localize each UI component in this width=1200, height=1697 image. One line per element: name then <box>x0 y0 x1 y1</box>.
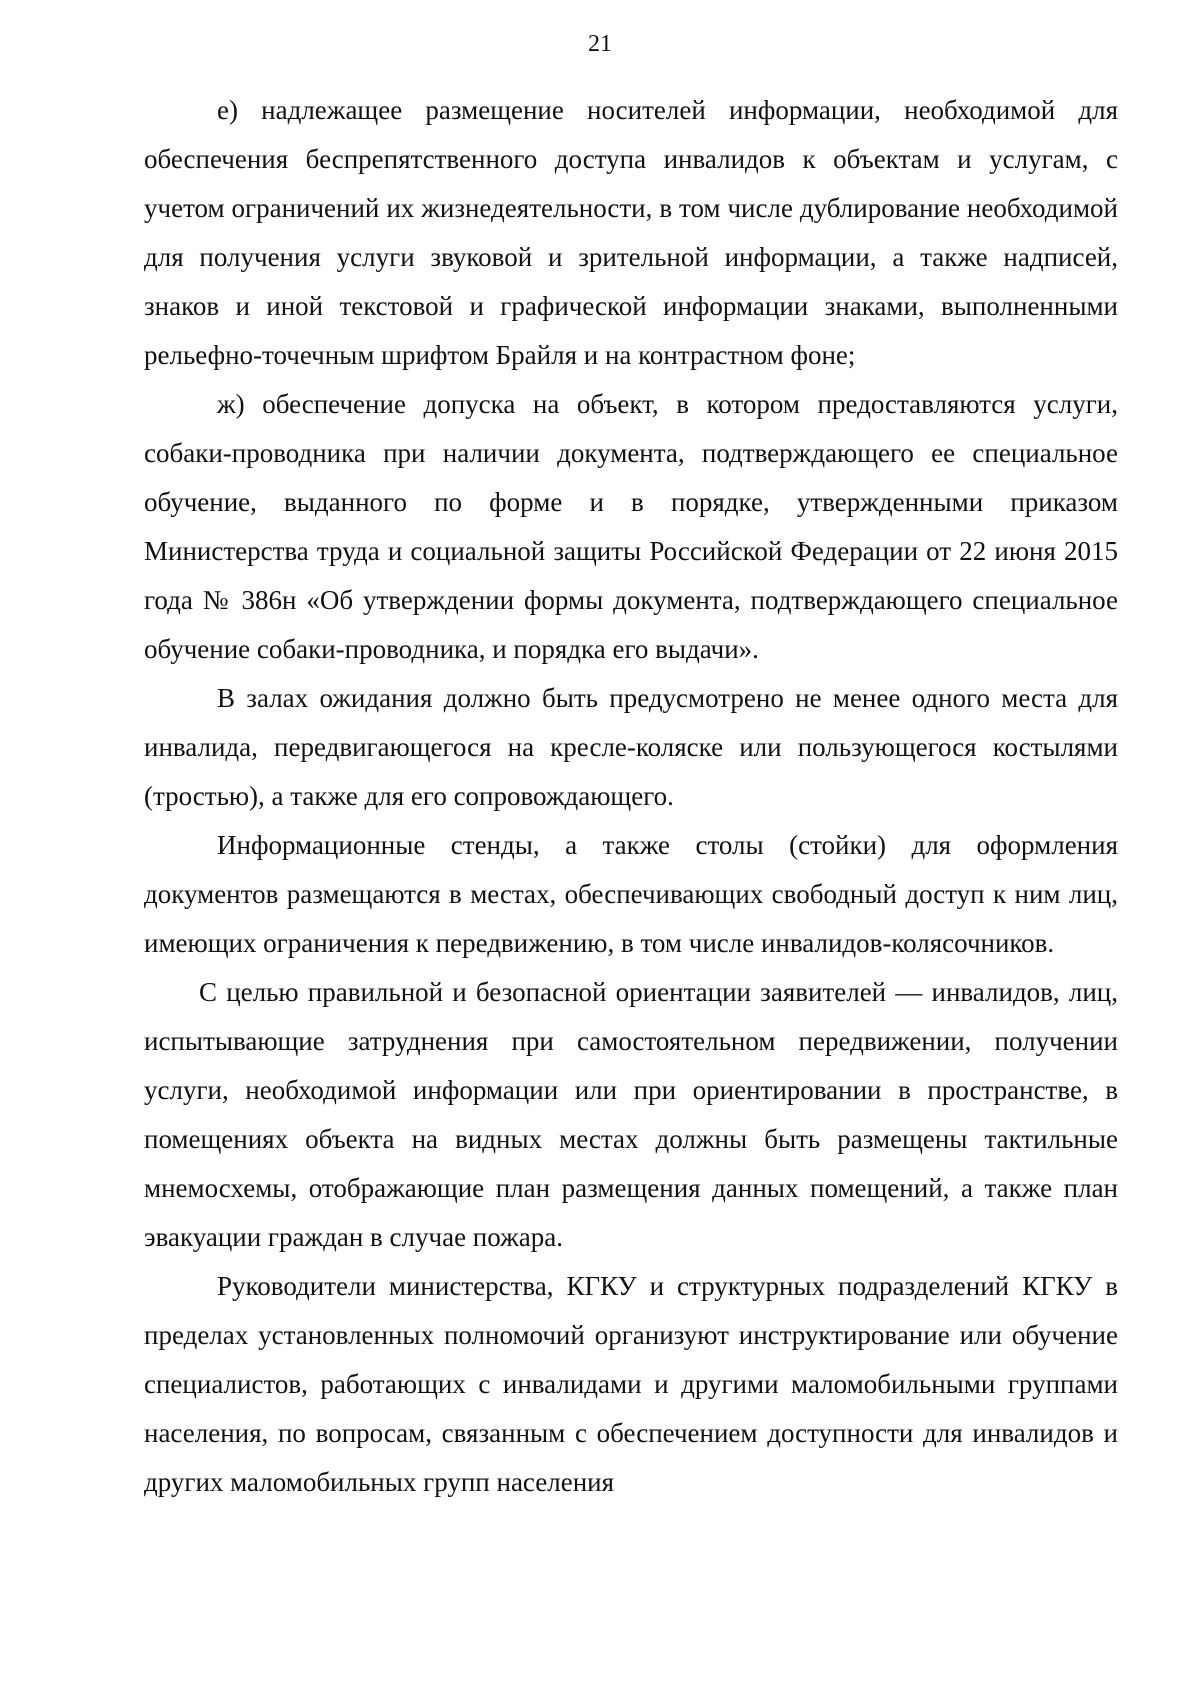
paragraph-staff-training: Руководители министерства, КГКУ и структурных подразделений КГКУ в пределах установленных полномочий организуют инструктирование или обучение специалистов, работающих с инвалидами и другими маломобильными группами населения, по вопросам, связанным с обеспечением доступности для инвалидов и других маломобильных групп населения <box>144 1271 1118 1497</box>
paragraph-waiting-rooms: В залах ожидания должно быть предусмотрено не менее одного места для инвалида, передвигающегося на кресле-коляске или пользующегося костылями (тростью), а также для его сопровождающего. <box>144 683 1118 811</box>
page-number: 21 <box>588 31 612 57</box>
paragraph-item-zh: ж) обеспечение допуска на объект, в котором предоставляются услуги, собаки-проводника при наличии документа, подтверждающего ее специальное обучение, выданного по форме и в порядке, утвержденными приказом Министерства труда и социальной защиты Российской Федерации от 22 июня 2015 года № 386н «Об утверждении формы документа, подтверждающего специальное обучение собаки-проводника, и порядка его выдачи». <box>144 389 1118 664</box>
paragraph-tactile-diagrams: С целью правильной и безопасной ориентации заявителей — инвалидов, лиц, испытывающие затруднения при самостоятельном передвижении, получении услуги, необходимой информации или при ориентировании в пространстве, в помещениях объекта на видных местах должны быть размещены тактильные мнемосхемы, отображающие план размещения данных помещений, а также план эвакуации граждан в случае пожара. <box>144 977 1118 1252</box>
document-body <box>144 86 1118 1507</box>
paragraph-information-stands: Информационные стенды, а также столы (стойки) для оформления документов размещаются в местах, обеспечивающих свободный доступ к ним лиц, имеющих ограничения к передвижению, в том числе инвалидов-колясочников. <box>144 830 1118 958</box>
paragraph-item-e: е) надлежащее размещение носителей информации, необходимой для обеспечения беспрепятственного доступа инвалидов к объектам и услугам, с учетом ограничений их жизнедеятельности, в том числе дублирование необходимой для получения услуги звуковой и зрительной информации, а также надписей, знаков и иной текстовой и графической информации знаками, выполненными рельефно-точечным шрифтом Брайля и на контрастном фоне; <box>144 95 1118 370</box>
